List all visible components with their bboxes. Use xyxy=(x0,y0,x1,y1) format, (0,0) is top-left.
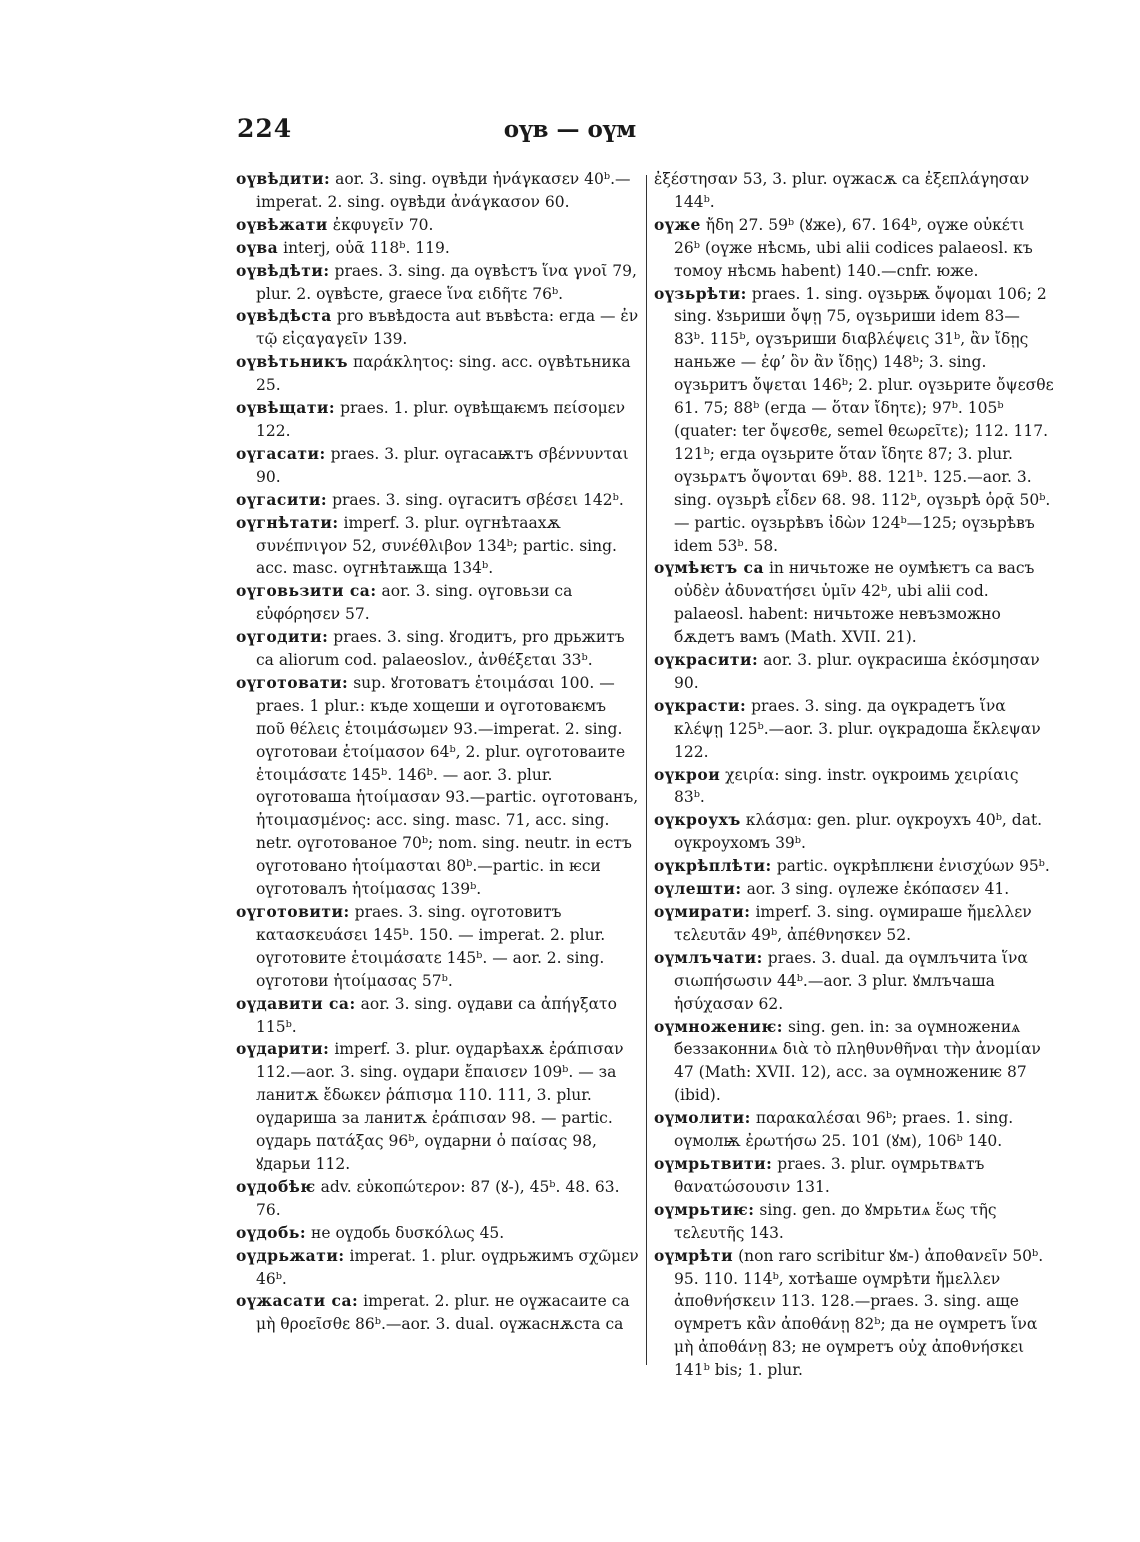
entry-headword: оүготовати: xyxy=(236,672,349,692)
entry-text: praes. 3. plur. оүмрьтвѧтъ θανατώσουσιν 131. xyxy=(674,1154,985,1196)
entry-text: adv. εὐκοπώτερον: 87 (ꙋ-), 45ᵇ. 48. 63. 76. xyxy=(256,1177,620,1219)
entry-headword: оүкрои xyxy=(654,764,721,784)
entry-headword: оүгасити: xyxy=(236,489,328,509)
entry-headword: оүдобѣѥ xyxy=(236,1176,316,1196)
dictionary-entry xyxy=(236,397,639,443)
entry-headword: оүговьзити са: xyxy=(236,581,377,601)
entry-headword: оүва xyxy=(236,237,279,257)
entry-text: imperf. 3. sing. оүмираше ἤμελλεν τελευτᾶν 49ᵇ, ἀπέθνησκεν 52. xyxy=(674,903,1032,944)
entry-text: imperat. 1. plur. оүдрьжимъ σχῶμεν 46ᵇ. xyxy=(256,1246,639,1288)
column-divider xyxy=(646,175,647,1365)
entry-text: praes. 3. sing. ꙋгодитъ, pro дрьжитъ са aliorum cod. palaeoslov., ἀνθέξεται 33ᵇ. xyxy=(256,628,625,670)
dictionary-entry xyxy=(654,695,1054,764)
entry-text: praes. 1. sing. оүзьрѭ ὄψομαι 106; 2 sing. ꙋзьриши ὄψῃ 75, оүзьриши idem 83— 83ᵇ. 115ᵇ, оүзъриши διαβλέψεις 31ᵇ, ἂν ἴδῃς наньже — ἐφʼ ὃν ἂν ἴδῃς) 148ᵇ; 3. sing. оүзьритъ ὄψεται 146ᵇ; 2. plur. оүзьрите ὄψεσθε 61. 75; 88ᵇ (егда — ὅταν ἴδητε); 97ᵇ. 105ᵇ (quater: ter ὄψεσθε, semel θεωρεῖτε); 112. 117. 121ᵇ; егда оүзьрите ὅταν ἴδητε 87; 3. plur. оүзьрѧтъ ὄψονται 69ᵇ. 88. 121ᵇ. 125.—aor. 3. sing. оүзьрѣ εἶδεν 68. 98. 112ᵇ, оүзьрѣ ὁρᾷ 50ᵇ. — partic. оүзьрѣвъ ἰδὼν 124ᵇ—125; оүзьрѣвъ idem 53ᵇ. 58. xyxy=(674,284,1054,555)
entry-headword: оүжасати са: xyxy=(236,1291,359,1311)
entry-text: praes. 3. sing. оүгаситъ σβέσει 142ᵇ. xyxy=(332,490,624,509)
entry-text: παράκλητος: sing. acc. оүвѣтьника 25. xyxy=(256,353,631,395)
entry-headword: оүмирати: xyxy=(654,902,751,921)
entry-text: praes. 3. sing. оүготовитъ κατασκευάσει 145ᵇ. 150. — imperat. 2. plur. оүготовите ἑτοιμάσατε 145ᵇ. — aor. 2. sing. оүготови ἡτοίμασας 57ᵇ. xyxy=(256,903,606,990)
dictionary-entry xyxy=(654,283,1054,558)
dictionary-entry xyxy=(236,305,639,351)
entry-text: interj, οὐᾶ 118ᵇ. 119. xyxy=(283,238,450,257)
entry-text: pro въвѣдоста aut въвѣста: егда — ἐν τῷ εἰςαγαγεῖν 139. xyxy=(256,307,639,349)
entry-text: aor. 3. sing. оүвѣди ἠνάγκασεν 40ᵇ.— imperat. 2. sing. оүвѣди ἀνάγκασον 60. xyxy=(256,170,631,211)
dictionary-entry xyxy=(654,214,1054,283)
dictionary-entry xyxy=(654,1153,1054,1199)
entry-text: aor. 3. sing. оүдави са ἀπήγξατο 115ᵇ. xyxy=(256,994,617,1036)
entry-headword: оүдрьжати: xyxy=(236,1245,345,1265)
dictionary-entry xyxy=(654,1107,1054,1153)
dictionary-entry xyxy=(236,1245,639,1291)
entry-text: ἐκφυγεῖν 70. xyxy=(332,215,434,234)
dictionary-entry xyxy=(236,237,639,260)
dictionary-entry xyxy=(236,672,639,901)
entry-text: sing. gen. in: за оүмножениѧ беззаконниѧ διὰ τὸ πληθυνθῆναι τὴν ἀνομίαν 47 (Math: XVII. 12), acc. за оүмножениѥ 87 (ibid). xyxy=(674,1017,1041,1105)
dictionary-entry xyxy=(654,809,1054,855)
entry-text: praes. 3. sing. да оүвѣстъ ἵνα γνοῖ 79, plur. 2. оүвѣсте, graece ἵνα ειδῆτε 76ᵇ. xyxy=(256,261,637,303)
entry-headword: оүкрасти: xyxy=(654,695,747,715)
dictionary-entry xyxy=(654,764,1054,810)
entry-headword: оүготовити: xyxy=(236,902,350,921)
entry-text: imperat. 2. plur. не оүжасаите са μὴ θροεῖσθε 86ᵇ.—aor. 3. dual. оүжаснѫста са xyxy=(256,1292,630,1334)
entry-headword: оүвѣдити: xyxy=(236,169,331,188)
dictionary-entry xyxy=(236,993,639,1039)
dictionary-entry xyxy=(654,1199,1054,1245)
dictionary-entry xyxy=(236,512,639,581)
entry-text: praes. 1. plur. оүвѣщаѥмъ πείσομεν 122. xyxy=(256,399,626,440)
dictionary-entry xyxy=(236,489,639,512)
entry-headword: оүдобь: xyxy=(236,1222,307,1242)
entry-headword: оүмолити: xyxy=(654,1108,751,1128)
entry-text: (non raro scribitur ꙋм-) ἀποθανεῖν 50ᵇ. 95. 110. 114ᵇ, хотѣаше оүмрѣти ἤμελλεν ἀποθνήσκειν 113. 128.—praes. 3. sing. аще оүмретъ κἂν ἀποθάνῃ 82ᵇ; да не оүмретъ ἵνα μὴ ἀποθάνῃ 83; не оүмретъ οὐχ ἀποθνήσκει 141ᵇ bis; 1. plur. xyxy=(674,1246,1044,1380)
entry-headword: оүзьрѣти: xyxy=(654,283,747,303)
entry-headword: оүмлъчати: xyxy=(654,947,763,967)
entry-headword: оүмѣѥтъ са xyxy=(654,558,765,578)
dictionary-entry xyxy=(654,557,1054,649)
entry-headword: оүвѣдѣста xyxy=(236,306,332,326)
entry-headword: оүмрьтвити: xyxy=(654,1153,773,1173)
entry-text: praes. 3. sing. да оүкрадетъ ἵνα κλέψῃ 125ᵇ.—aor. 3. plur. оүкрадоша ἔκλεψαν 122. xyxy=(674,696,1041,761)
entry-text: aor. 3 sing. оүлеже ἐκόπασεν 41. xyxy=(746,880,1010,899)
dictionary-entry xyxy=(236,1176,639,1222)
entry-headword: оүвѣжати xyxy=(236,214,328,234)
dictionary-entry xyxy=(236,626,639,672)
entry-text: imperf. 3. plur. оүдарѣахѫ ἐράπισαν 112.—aor. 3. sing. оүдари ἔπαισεν 109ᵇ. — за ланитѫ ἔδωκεν ῥάπισμα 110. 111, 3. plur. оүдариша за ланитѫ ἐράπισαν 98. — partic. оүдарь πατάξας 96ᵇ, оүдарни ὁ παίσας 98, ꙋдарьи 112. xyxy=(256,1040,624,1173)
dictionary-entry xyxy=(654,649,1054,695)
left-column xyxy=(236,168,639,1336)
entry-headword: оүвѣщати: xyxy=(236,398,336,418)
entry-headword: оүкроухъ xyxy=(654,810,741,830)
dictionary-entry xyxy=(654,1245,1054,1382)
dictionary-entry xyxy=(236,1290,639,1336)
dictionary-entry xyxy=(236,260,639,306)
dictionary-entry xyxy=(236,351,639,397)
entry-text: in ничьтоже не оумѣѥтъ са васъ οὐδὲν ἀδυνατήσει ὑμῖν 42ᵇ, ubi alii cod. palaeosl. habent: ничьтоже невъзможно бѫдетъ вамъ (Math. XVII. 21). xyxy=(674,559,1035,647)
dictionary-entry xyxy=(236,443,639,489)
entry-text: sup. ꙋготоватъ ἑτοιμάσαι 100. — praes. 1 plur.: къде хощеши и оүготоваѥмъ ποῦ θέλεις ἑτοιμάσωμεν 93.—imperat. 2. sing. оүготоваи ἑτοίμασον 64ᵇ, 2. plur. оүготоваите ἑτοιμάσατε 145ᵇ. 146ᵇ. — aor. 3. plur. оүготоваша ἡτοίμασαν 93.—partic. оүготованъ, ἡτοιμασμένος: acc. sing. masc. 71, acc. sing. netr. оүготованое 70ᵇ; nom. sing. neutr. in естъ оүготовано ἡτοίμασται 80ᵇ.—partic. in ѥси оүготовалъ ἡτοίμασας 139ᵇ. xyxy=(256,673,639,899)
entry-headword: оүмножениѥ: xyxy=(654,1016,784,1036)
entry-text: ἤδη 27. 59ᵇ (ꙋже), 67. 164ᵇ, оүже οὐκέτι 26ᵇ (оүже нѣсмь, ubi alii codices palaeosl. къ томоу нѣсмь habent) 140.—cnfr. юже. xyxy=(674,215,1033,280)
entry-headword: оүвѣдѣти: xyxy=(236,260,330,280)
dictionary-entry xyxy=(654,947,1054,1016)
running-head: оүв — оүм xyxy=(503,116,637,143)
dictionary-entry xyxy=(236,168,639,214)
entry-headword: оүлешти: xyxy=(654,879,742,899)
dictionary-entry xyxy=(236,901,639,993)
entry-headword: оүкрѣплѣти: xyxy=(654,856,772,876)
dictionary-entry xyxy=(236,1038,639,1175)
entry-text: imperf. 3. plur. оүгнѣтаахѫ συνέπνιγον 52, συνέθλιβον 134ᵇ; partic. sing. acc. masc. оүгнѣтаѭща 134ᵇ. xyxy=(256,513,617,578)
entry-headword: оүгодити: xyxy=(236,627,329,647)
entry-headword: оүкрасити: xyxy=(654,650,759,670)
entry-text: praes. 3. dual. да оүмлъчита ἵνα σιωπήσωσιν 44ᵇ.—aor. 3 plur. ꙋмлъчаша ἡσύχασαν 62. xyxy=(674,948,1028,1013)
entry-headword: оүгнѣтати: xyxy=(236,512,339,532)
entry-headword: оүже xyxy=(654,214,701,234)
dictionary-entry xyxy=(236,580,639,626)
dictionary-entry xyxy=(654,901,1054,947)
entry-text: не оүдобь δυσκόλως 45. xyxy=(311,1223,505,1242)
dictionary-entry xyxy=(654,878,1054,901)
dictionary-entry xyxy=(236,214,639,237)
entry-headword: оүгасати: xyxy=(236,443,326,463)
entry-text: aor. 3. sing. оүговьзи са εὐφόρησεν 57. xyxy=(256,582,573,624)
dictionary-entry xyxy=(654,168,1054,214)
entry-text: παρακαλέσαι 96ᵇ; praes. 1. sing. оүмолѭ ἐρωτήσω 25. 101 (ꙋм), 106ᵇ 140. xyxy=(674,1109,1014,1151)
entry-text: aor. 3. plur. оүкрасиша ἐκόσμησαν 90. xyxy=(674,651,1040,692)
dictionary-entry xyxy=(654,855,1054,878)
entry-text: χειρία: sing. instr. оүкроимь χειρίαις 83ᵇ. xyxy=(674,765,1019,807)
entry-text: partic. оүкрѣплѥни ἐνισχύων 95ᵇ. xyxy=(776,857,1050,876)
entry-headword: оүвѣтьникъ xyxy=(236,352,349,372)
dictionary-entry xyxy=(654,1016,1054,1108)
dictionary-entry xyxy=(236,1222,639,1245)
entry-headword: оүмрѣти xyxy=(654,1245,734,1265)
entry-text: κλάσμα: gen. plur. оүкроухъ 40ᵇ, dat. оүкроухомъ 39ᵇ. xyxy=(674,811,1043,853)
right-column xyxy=(654,168,1054,1382)
entry-text: praes. 3. plur. оүгасаѭтъ σβέννυνται 90. xyxy=(256,444,629,486)
entry-text: sing. gen. до ꙋмрьтиѧ ἕως τῆς τελευτῆς 143. xyxy=(674,1200,997,1242)
entry-headword: оүдавити са: xyxy=(236,993,356,1013)
entry-headword: оүмрьтиѥ: xyxy=(654,1199,755,1219)
entry-text: ἐξέστησαν 53, 3. plur. оүжасѫ са ἐξεπλάγησαν 144ᵇ. xyxy=(654,170,1030,211)
page-number: 224 xyxy=(237,114,293,143)
entry-headword: оүдарити: xyxy=(236,1039,330,1059)
